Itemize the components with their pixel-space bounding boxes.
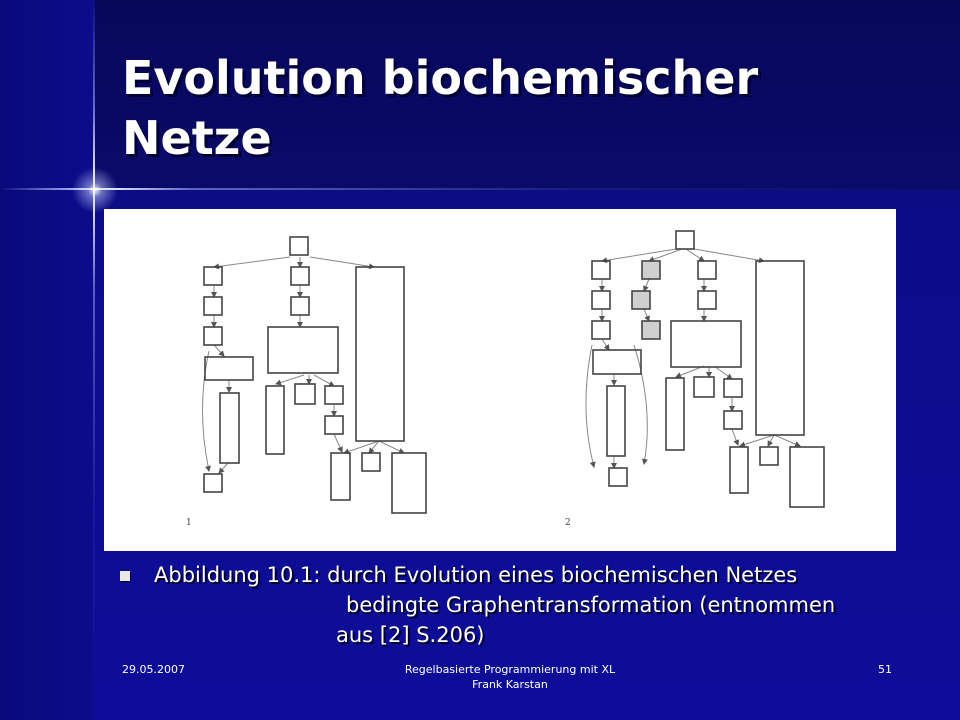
footer-page-number: 51 (878, 663, 892, 676)
footer-course (360, 662, 660, 692)
left-band (0, 0, 95, 720)
panel-2-label: 2 (565, 518, 571, 528)
light-flare-horizontal (0, 188, 960, 190)
footer-author: Frank Karstan (472, 678, 548, 691)
slide-title (122, 48, 922, 168)
caption-line-3: aus [2] S.206) (336, 623, 485, 647)
graph-transformation-diagram (104, 209, 896, 551)
panel-1-label: 1 (186, 518, 192, 528)
graph-figure (104, 209, 896, 551)
footer-date: 29.05.2007 (122, 663, 185, 676)
slide-title-line1: Evolution biochemischer (122, 51, 759, 105)
light-flare-vertical (93, 0, 95, 720)
caption-line-2: bedingte Graphentransformation (entnommen (346, 593, 836, 617)
slide-title-line2: Netze (122, 111, 272, 165)
light-flare-glow (70, 165, 120, 215)
panel-2-graph (586, 231, 824, 507)
bullet-icon (120, 571, 130, 581)
panel-1-graph (203, 237, 427, 513)
footer-course-title: Regelbasierte Programmierung mit XL (404, 663, 616, 676)
caption-line-1: Abbildung 10.1: durch Evolution eines biochemischen Netzes (154, 563, 798, 587)
